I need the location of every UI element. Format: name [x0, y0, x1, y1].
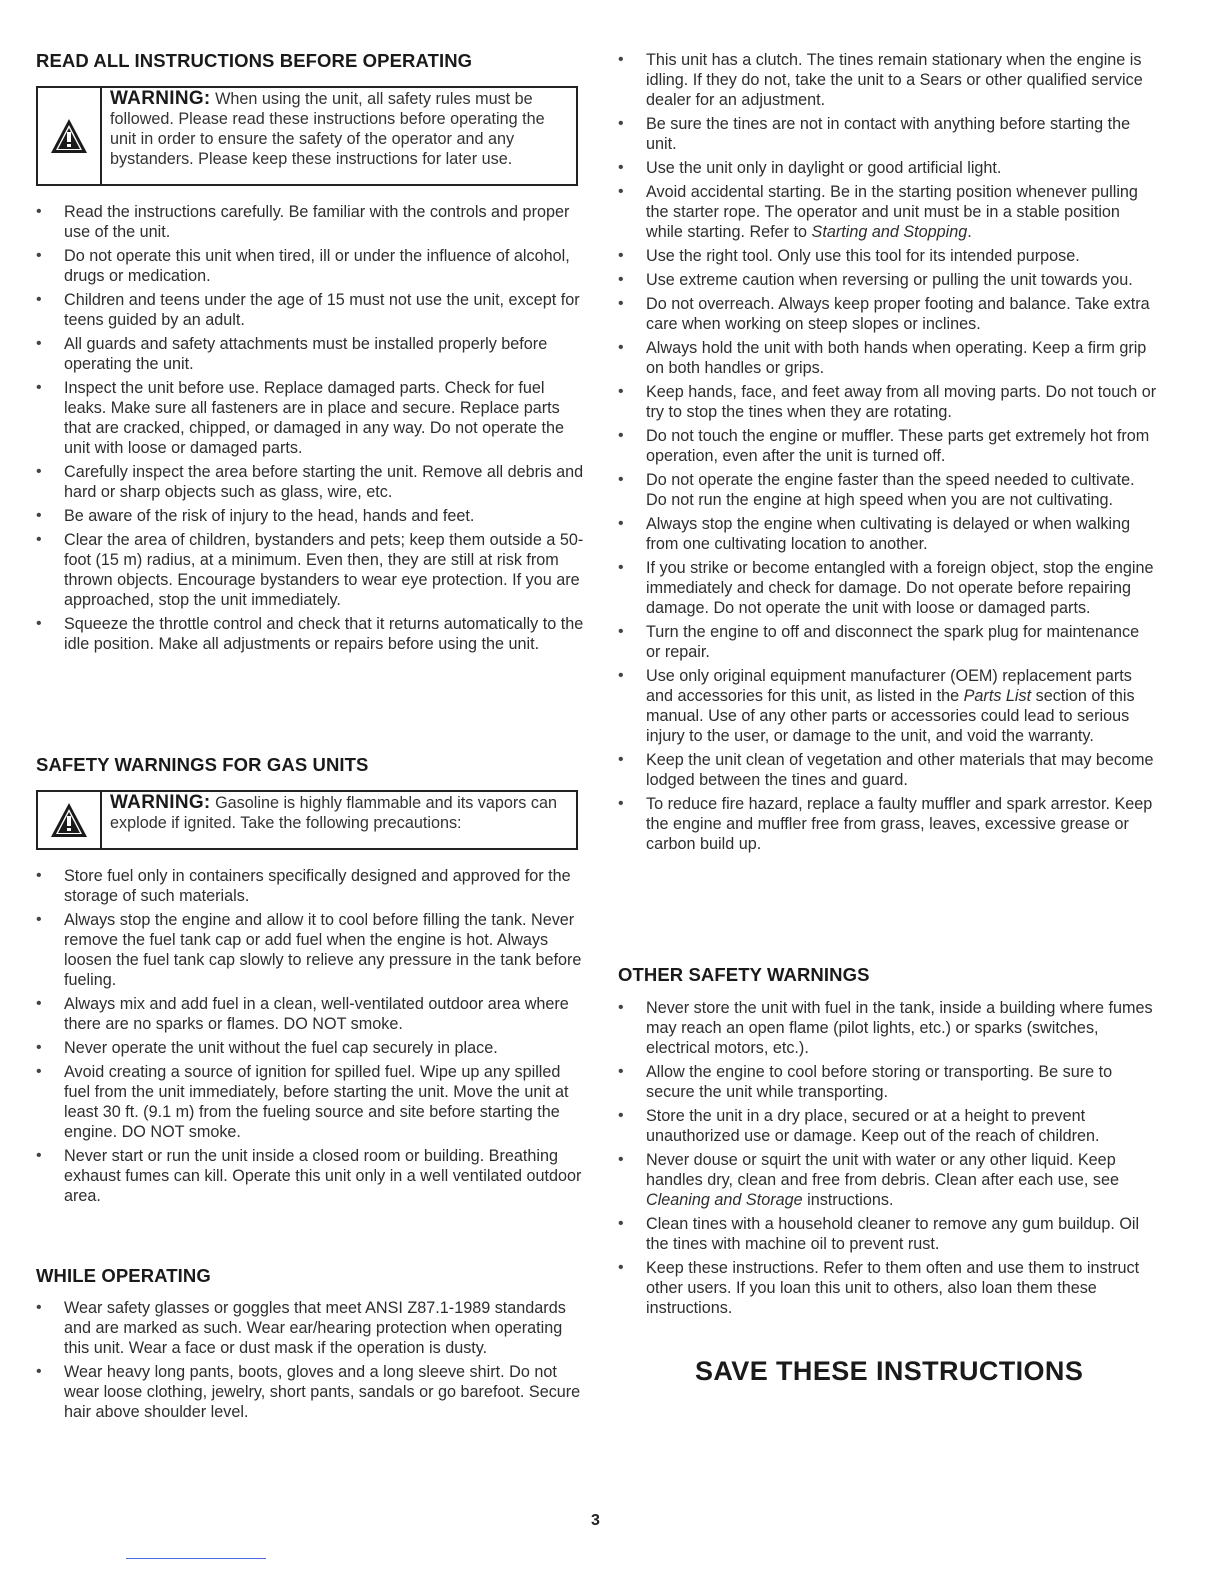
list-item: • Keep these instructions. Refer to them often and use them to instruct other users. If you loan this unit to others, also loan them these instructions.	[618, 1258, 1158, 1318]
list-item: • Be sure the tines are not in contact with anything before starting the unit.	[618, 114, 1158, 154]
list-item: • Store the unit in a dry place, secured or at a height to prevent unauthorized use or damage. Keep out of the reach of children.	[618, 1106, 1158, 1146]
divider-line	[126, 1558, 266, 1559]
list-item: • Use the unit only in daylight or good artificial light.	[618, 158, 1158, 178]
list-item: • Keep hands, face, and feet away from all moving parts. Do not touch or try to stop the tines when they are rotating.	[618, 382, 1158, 422]
list-item: • Use the right tool. Only use this tool for its intended purpose.	[618, 246, 1158, 266]
warning-label: WARNING:	[110, 88, 211, 109]
list-item: • Be aware of the risk of injury to the head, hands and feet.	[36, 506, 584, 526]
section-reference: Parts List	[963, 687, 1032, 705]
list-gas-units	[36, 866, 584, 1210]
page-number: 3	[591, 1512, 600, 1529]
list-item: • Clear the area of children, bystanders and pets; keep them outside a 50-foot (15 m) radius, at a minimum. Even then, they are still at risk from thrown objects. Encourage bystanders to wear eye protection. If you are approached, stop the unit immediately.	[36, 530, 584, 610]
list-item: • Wear safety glasses or goggles that meet ANSI Z87.1-1989 standards and are marked as such. Wear ear/hearing protection when operating this unit. Wear a face or dust mask if the operation is dusty.	[36, 1298, 584, 1358]
list-item: • Clean tines with a household cleaner to remove any gum buildup. Oil the tines with machine oil to prevent rust.	[618, 1214, 1158, 1254]
section-reference: Cleaning and Storage	[646, 1191, 803, 1209]
list-item: • Do not operate this unit when tired, ill or under the influence of alcohol, drugs or medication.	[36, 246, 584, 286]
list-item: • Always stop the engine and allow it to cool before filling the tank. Never remove the fuel tank cap or add fuel when the engine is hot. Always loosen the fuel tank cap slowly to relieve any pressure in the tank before fueling.	[36, 910, 584, 990]
list-item: • If you strike or become entangled with a foreign object, stop the engine immediately and check for damage. Do not operate before repairing damage. Do not operate the unit with loose or damaged parts.	[618, 558, 1158, 618]
list-item: • Children and teens under the age of 15 must not use the unit, except for teens guided by an adult.	[36, 290, 584, 330]
heading-other-safety: OTHER SAFETY WARNINGS	[618, 964, 870, 985]
warning-triangle-icon	[38, 792, 102, 848]
warning-triangle-icon	[38, 88, 102, 184]
list-item: • Keep the unit clean of vegetation and other materials that may become lodged between the tines and guard.	[618, 750, 1158, 790]
list-item: • To reduce fire hazard, replace a faulty muffler and spark arrestor. Keep the engine and muffler free from grass, leaves, excessive grease or carbon build up.	[618, 794, 1158, 854]
warning-box-read-all	[36, 86, 578, 186]
list-item: • This unit has a clutch. The tines remain stationary when the engine is idling. If they do not, take the unit to a Sears or other qualified service dealer for an adjustment.	[618, 50, 1158, 110]
list-item: • Never start or run the unit inside a closed room or building. Breathing exhaust fumes can kill. Operate this unit only in a well ventilated outdoor area.	[36, 1146, 584, 1206]
list-item: • Inspect the unit before use. Replace damaged parts. Check for fuel leaks. Make sure all fasteners are in place and secure. Replace parts that are cracked, chipped, or damaged in any way. Do not operate the unit with loose or damaged parts.	[36, 378, 584, 458]
warning-body: When using the unit, all safety rules must be followed. Please read these instructions before operating the unit in order to ensure the safety of the operator and any bystanders. Please keep these instructions for later use.	[110, 90, 545, 168]
list-item: • Do not overreach. Always keep proper footing and balance. Take extra care when working on steep slopes or inclines.	[618, 294, 1158, 334]
save-instructions-banner: SAVE THESE INSTRUCTIONS	[695, 1356, 1084, 1386]
list-item: • Avoid accidental starting. Be in the starting position whenever pulling the starter rope. The operator and unit must be in a stable position while starting. Refer to Starting and Stopping.	[618, 182, 1158, 242]
heading-gas-units: SAFETY WARNINGS FOR GAS UNITS	[36, 754, 369, 775]
warning-body: Gasoline is highly flammable and its vapors can explode if ignited. Take the following precautions:	[110, 794, 557, 832]
list-item: • Always stop the engine when cultivating is delayed or when walking from one cultivating location to another.	[618, 514, 1158, 554]
list-item: • Turn the engine to off and disconnect the spark plug for maintenance or repair.	[618, 622, 1158, 662]
list-item: • Never operate the unit without the fuel cap securely in place.	[36, 1038, 584, 1058]
list-item: • Always hold the unit with both hands when operating. Keep a firm grip on both handles or grips.	[618, 338, 1158, 378]
list-item: • Use only original equipment manufacturer (OEM) replacement parts and accessories for this unit, as listed in the Parts List section of this manual. Use of any other parts or accessories could lead to serious injury to the user, or damage to the unit, and void the warranty.	[618, 666, 1158, 746]
warning-label: WARNING:	[110, 792, 211, 813]
list-other-safety	[618, 998, 1158, 1322]
list-item: • Do not touch the engine or muffler. These parts get extremely hot from operation, even after the unit is turned off.	[618, 426, 1158, 466]
list-item: • Squeeze the throttle control and check that it returns automatically to the idle position. Make all adjustments or repairs before using the unit.	[36, 614, 584, 654]
list-item: • Store fuel only in containers specifically designed and approved for the storage of such materials.	[36, 866, 584, 906]
list-while-operating	[36, 1298, 584, 1426]
warning-box-gas	[36, 790, 578, 850]
list-item: • Do not operate the engine faster than the speed needed to cultivate. Do not run the engine at high speed when you are not cultivating.	[618, 470, 1158, 510]
section-reference: Starting and Stopping	[811, 223, 968, 241]
warning-text	[102, 88, 576, 184]
list-read-all	[36, 202, 584, 658]
list-item: • Use extreme caution when reversing or pulling the unit towards you.	[618, 270, 1158, 290]
list-item: • Never store the unit with fuel in the tank, inside a building where fumes may reach an open flame (pilot lights, etc.) or sparks (switches, electrical motors, etc.).	[618, 998, 1158, 1058]
list-item: • Avoid creating a source of ignition for spilled fuel. Wipe up any spilled fuel from the unit immediately, before starting the unit. Move the unit at least 30 ft. (9.1 m) from the fueling source and site before starting the engine. DO NOT smoke.	[36, 1062, 584, 1142]
list-while-operating-continued	[618, 50, 1158, 858]
heading-read-all: READ ALL INSTRUCTIONS BEFORE OPERATING	[36, 50, 473, 71]
list-item: • Read the instructions carefully. Be familiar with the controls and proper use of the unit.	[36, 202, 584, 242]
list-item: • Carefully inspect the area before starting the unit. Remove all debris and hard or sharp objects such as glass, wire, etc.	[36, 462, 584, 502]
heading-while-operating: WHILE OPERATING	[36, 1265, 211, 1286]
list-item: • Allow the engine to cool before storing or transporting. Be sure to secure the unit while transporting.	[618, 1062, 1158, 1102]
warning-text	[102, 792, 576, 848]
list-item: • All guards and safety attachments must be installed properly before operating the unit.	[36, 334, 584, 374]
list-item: • Never douse or squirt the unit with water or any other liquid. Keep handles dry, clean and free from debris. Clean after each use, see Cleaning and Storage instructions.	[618, 1150, 1158, 1210]
list-item: • Wear heavy long pants, boots, gloves and a long sleeve shirt. Do not wear loose clothing, jewelry, short pants, sandals or go barefoot. Secure hair above shoulder level.	[36, 1362, 584, 1422]
list-item: • Always mix and add fuel in a clean, well-ventilated outdoor area where there are no sparks or flames. DO NOT smoke.	[36, 994, 584, 1034]
